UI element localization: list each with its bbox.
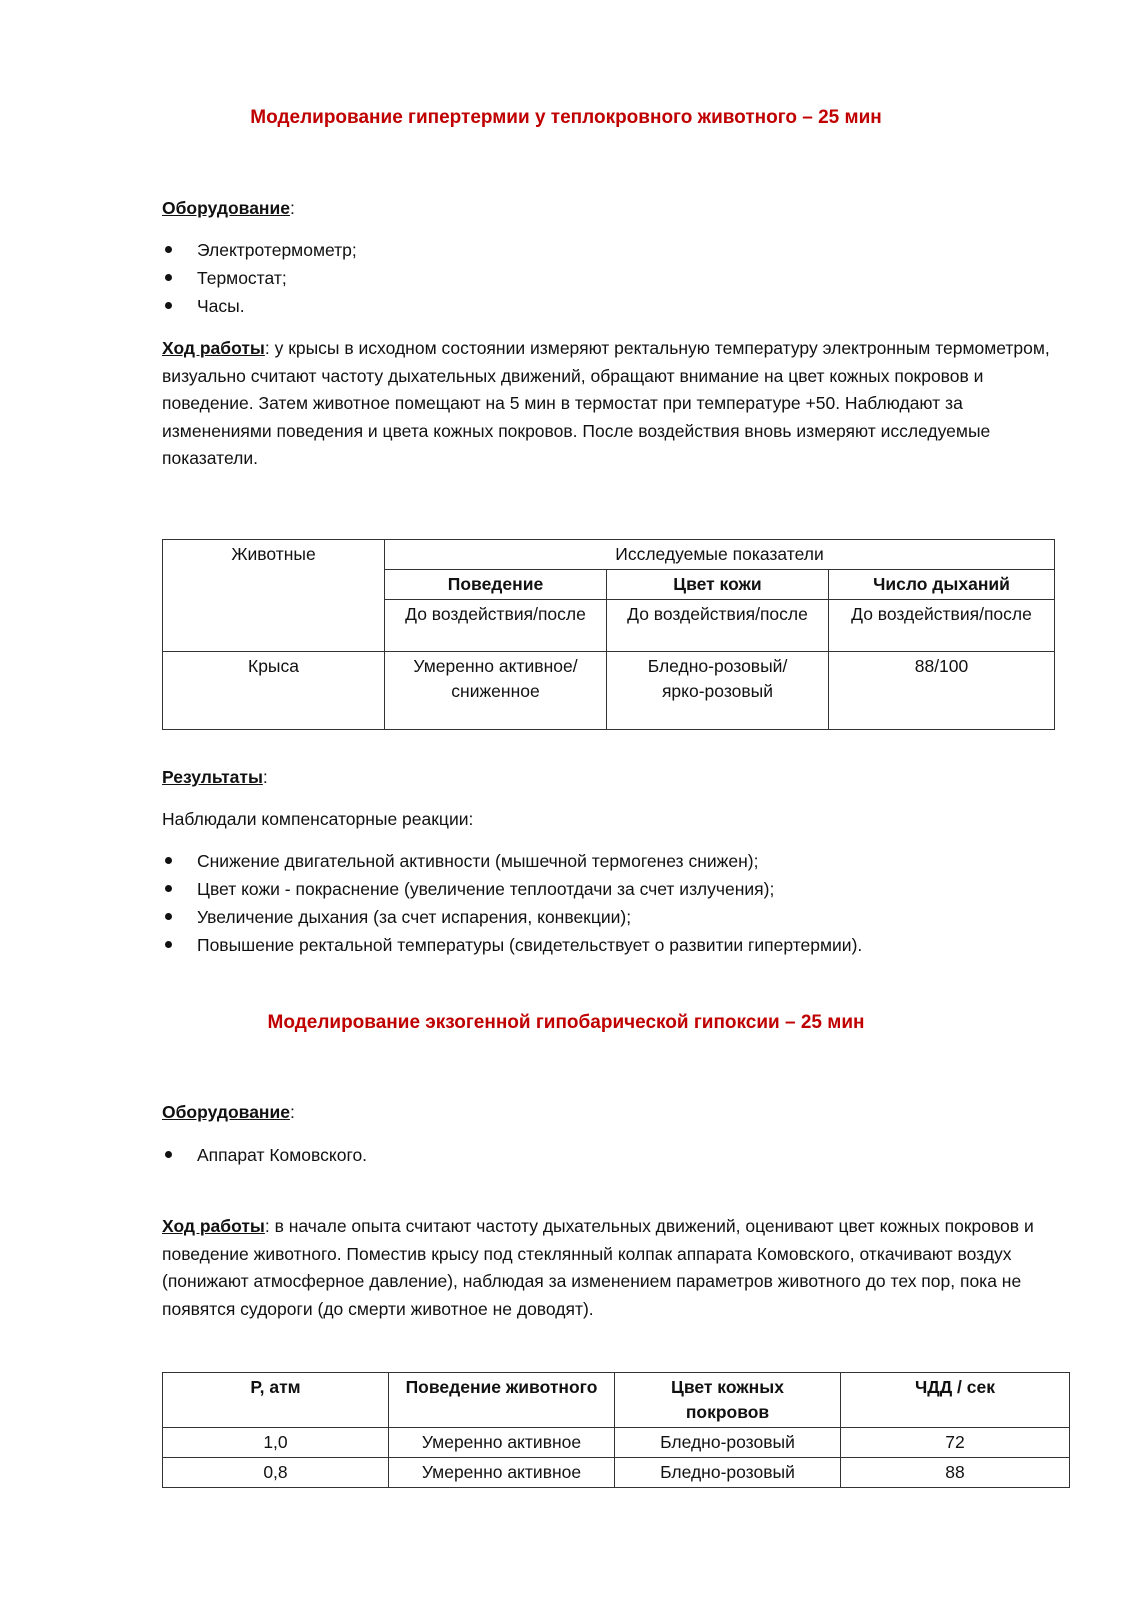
table-subheader: Цвет кожи [607,570,829,600]
section1-title: Моделирование гипертермии у теплокровного животного – 25 мин [250,107,882,128]
table-row [163,652,1055,730]
table-cell: Бледно-розовый/ярко-розовый [607,652,829,730]
table-cell: Умеренно активное [389,1428,615,1458]
table-cell: Умеренно активное [389,1458,615,1488]
table-header: Р, атм [163,1373,389,1428]
table-cell: 88/100 [829,652,1055,730]
bullet-icon [165,913,172,920]
section2-equipment-list [162,1141,1062,1169]
section2-procedure [162,1213,1052,1323]
list-item: Часы. [162,292,1062,320]
bullet-icon [165,941,172,948]
table-subheader: Поведение [385,570,607,600]
equipment-label: Оборудование [162,198,290,218]
section1-equipment-heading: Оборудование: [162,198,295,218]
table-subheader: Число дыханий [829,570,1055,600]
procedure-text: : в начале опыта считают частоту дыхательных движений, оценивают цвет кожных покровов и поведение животного. Поместив крысу под стеклянный колпак аппарата Комовского, откачивают воздух (понижают атмосферное давление), наблюдая за изменением параметров животного до тех пор, пока не появятся судороги (до смерти животное не доводят). [162,1216,1034,1319]
list-item: Цвет кожи - покраснение (увеличение теплоотдачи за счет излучения); [162,875,1062,903]
section1-equipment-list [162,236,1062,320]
table-cell: Крыса [163,652,385,730]
results-intro: Наблюдали компенсаторные реакции: [162,809,474,829]
procedure-label: Ход работы [162,1216,265,1236]
table-cell: 1,0 [163,1428,389,1458]
table-row [163,1428,1070,1458]
list-item: Аппарат Комовского. [162,1141,1062,1169]
list-item: Снижение двигательной активности (мышечной термогенез снижен); [162,847,1062,875]
bullet-icon [165,302,172,309]
list-item: Повышение ректальной температуры (свидетельствует о развитии гипертермии). [162,931,1062,959]
table-cell: Бледно-розовый [615,1458,841,1488]
bullet-icon [165,274,172,281]
table-cell: Бледно-розовый [615,1428,841,1458]
list-item: Увеличение дыхания (за счет испарения, конвекции); [162,903,1062,931]
table-header-animals: Животные [163,540,385,652]
table-subnote: До воздействия/после [385,600,607,652]
table-subnote: До воздействия/после [607,600,829,652]
table-cell: 72 [841,1428,1070,1458]
results-label: Результаты [162,767,263,787]
section2-table [162,1372,1070,1488]
table-header: ЧДД / сек [841,1373,1070,1428]
section2-equipment-heading: Оборудование: [162,1102,295,1122]
table-header: Цвет кожных покровов [615,1373,841,1428]
equipment-label: Оборудование [162,1102,290,1122]
table-row [163,1458,1070,1488]
table-cell: Умеренно активное/сниженное [385,652,607,730]
bullet-icon [165,885,172,892]
table-cell: 88 [841,1458,1070,1488]
section1-procedure [162,335,1052,473]
results-list [162,847,1062,959]
table-cell: 0,8 [163,1458,389,1488]
bullet-icon [165,1151,172,1158]
table-header: Поведение животного [389,1373,615,1428]
table-subnote: До воздействия/после [829,600,1055,652]
section2-title: Моделирование экзогенной гипобарической гипоксии – 25 мин [267,1012,865,1033]
table-header-indicators: Исследуемые показатели [385,540,1055,570]
section1-table [162,539,1055,730]
list-item: Термостат; [162,264,1062,292]
list-item: Электротермометр; [162,236,1062,264]
procedure-label: Ход работы [162,338,265,358]
procedure-text: : у крысы в исходном состоянии измеряют ректальную температуру электронным термометром, визуально считают частоту дыхательных движений, обращают внимание на цвет кожных покровов и поведение. Затем животное помещают на 5 мин в термостат при температуре +50. Наблюдают за изменениями поведения и цвета кожных покровов. После воздействия вновь измеряют исследуемые показатели. [162,338,1050,468]
bullet-icon [165,246,172,253]
bullet-icon [165,857,172,864]
results-heading: Результаты: [162,767,268,787]
